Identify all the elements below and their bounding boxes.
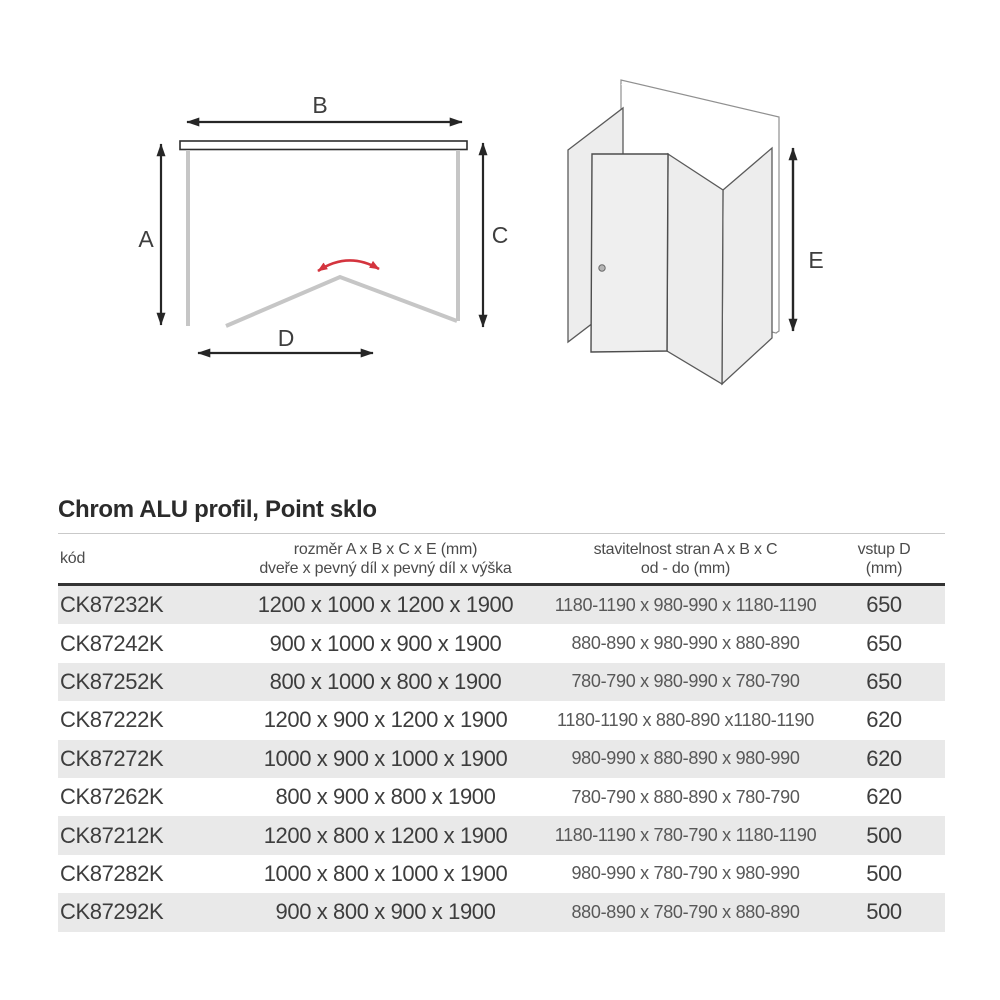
dim-label-a: A [138,226,154,252]
iso-view-diagram [568,80,824,384]
entry-cell: 620 [866,784,902,810]
swing-arrow-icon [318,260,379,271]
header-dimensions-line2: dveře x pevný díl x pevný díl x výška [259,559,512,577]
adjustability-cell: 1180-1190 x 780-790 x 1180-1190 [554,825,817,846]
dimensions-cell: 1000 x 900 x 1000 x 1900 [263,745,508,771]
code-cell: CK87222K [60,707,164,733]
door-knob [599,265,605,271]
table-row [58,816,945,854]
header-entry [823,534,945,583]
entry-cell: 650 [866,630,902,656]
dimensions-cell: 1200 x 900 x 1200 x 1900 [263,707,508,733]
header-entry-line2: (mm) [865,559,903,577]
table-row [58,624,945,662]
header-code-label: kód [60,550,86,567]
dim-label-b: B [312,92,328,118]
table-row [58,586,945,624]
entry-cell: 620 [866,745,902,771]
adjustability-cell: 880-890 x 980-990 x 880-890 [571,633,800,654]
code-cell: CK87232K [60,592,164,618]
table-row [58,855,945,893]
code-cell: CK87292K [60,899,164,925]
dimensions-cell: 1200 x 1000 x 1200 x 1900 [257,592,514,618]
header-adjustability-line2: od - do (mm) [640,559,731,577]
dim-label-c: C [491,222,509,248]
entry-cell: 500 [866,860,902,886]
dim-label-e: E [808,247,824,273]
wall-profile-bar [180,141,467,150]
table-row [58,740,945,778]
spec-table [58,497,945,932]
entry-cell: 650 [866,592,902,618]
dimensions-cell: 900 x 1000 x 900 x 1900 [269,630,502,656]
header-dimensions [223,534,548,583]
adjustability-cell: 780-790 x 980-990 x 780-790 [571,671,800,692]
code-cell: CK87212K [60,822,164,848]
code-cell: CK87272K [60,745,164,771]
dimensions-cell: 1200 x 800 x 1200 x 1900 [263,822,508,848]
entry-cell: 620 [866,707,902,733]
dimensions-cell: 800 x 1000 x 800 x 1900 [269,668,502,694]
entry-cell: 500 [866,822,902,848]
adjustability-cell: 1180-1190 x 980-990 x 1180-1190 [554,594,817,615]
header-adjustability [548,534,823,583]
section-title: Chrom ALU profil, Point sklo [58,496,377,523]
code-cell: CK87262K [60,784,164,810]
folding-doors [226,277,457,326]
header-code [58,534,223,583]
adjustability-cell: 780-790 x 880-890 x 780-790 [571,786,800,807]
top-view-diagram [138,92,508,353]
table-row [58,778,945,816]
table-row [58,893,945,931]
header-dimensions-line1: rozměr A x B x C x E (mm) [293,540,478,558]
code-cell: CK87252K [60,668,164,694]
dim-label-d: D [277,325,295,351]
table-row [58,701,945,739]
product-diagrams [0,0,1000,470]
entry-cell: 650 [866,668,902,694]
dimensions-cell: 800 x 900 x 800 x 1900 [275,784,496,810]
adjustability-cell: 880-890 x 780-790 x 880-890 [571,901,800,922]
dimensions-cell: 900 x 800 x 900 x 1900 [275,899,496,925]
door-panel [591,154,668,352]
table-row [58,663,945,701]
adjustability-cell: 1180-1190 x 880-890 x1180-1190 [557,709,814,730]
code-cell: CK87282K [60,860,164,886]
adjustability-cell: 980-990 x 880-890 x 980-990 [571,748,800,769]
dimensions-cell: 1000 x 800 x 1000 x 1900 [263,860,508,886]
entry-cell: 500 [866,899,902,925]
header-entry-line1: vstup D [857,540,911,558]
table-header-row [58,533,945,586]
header-adjustability-line1: stavitelnost stran A x B x C [593,540,778,558]
code-cell: CK87242K [60,630,164,656]
table-body [58,586,945,932]
fold-panel-left [667,154,723,384]
adjustability-cell: 980-990 x 780-790 x 980-990 [571,863,800,884]
